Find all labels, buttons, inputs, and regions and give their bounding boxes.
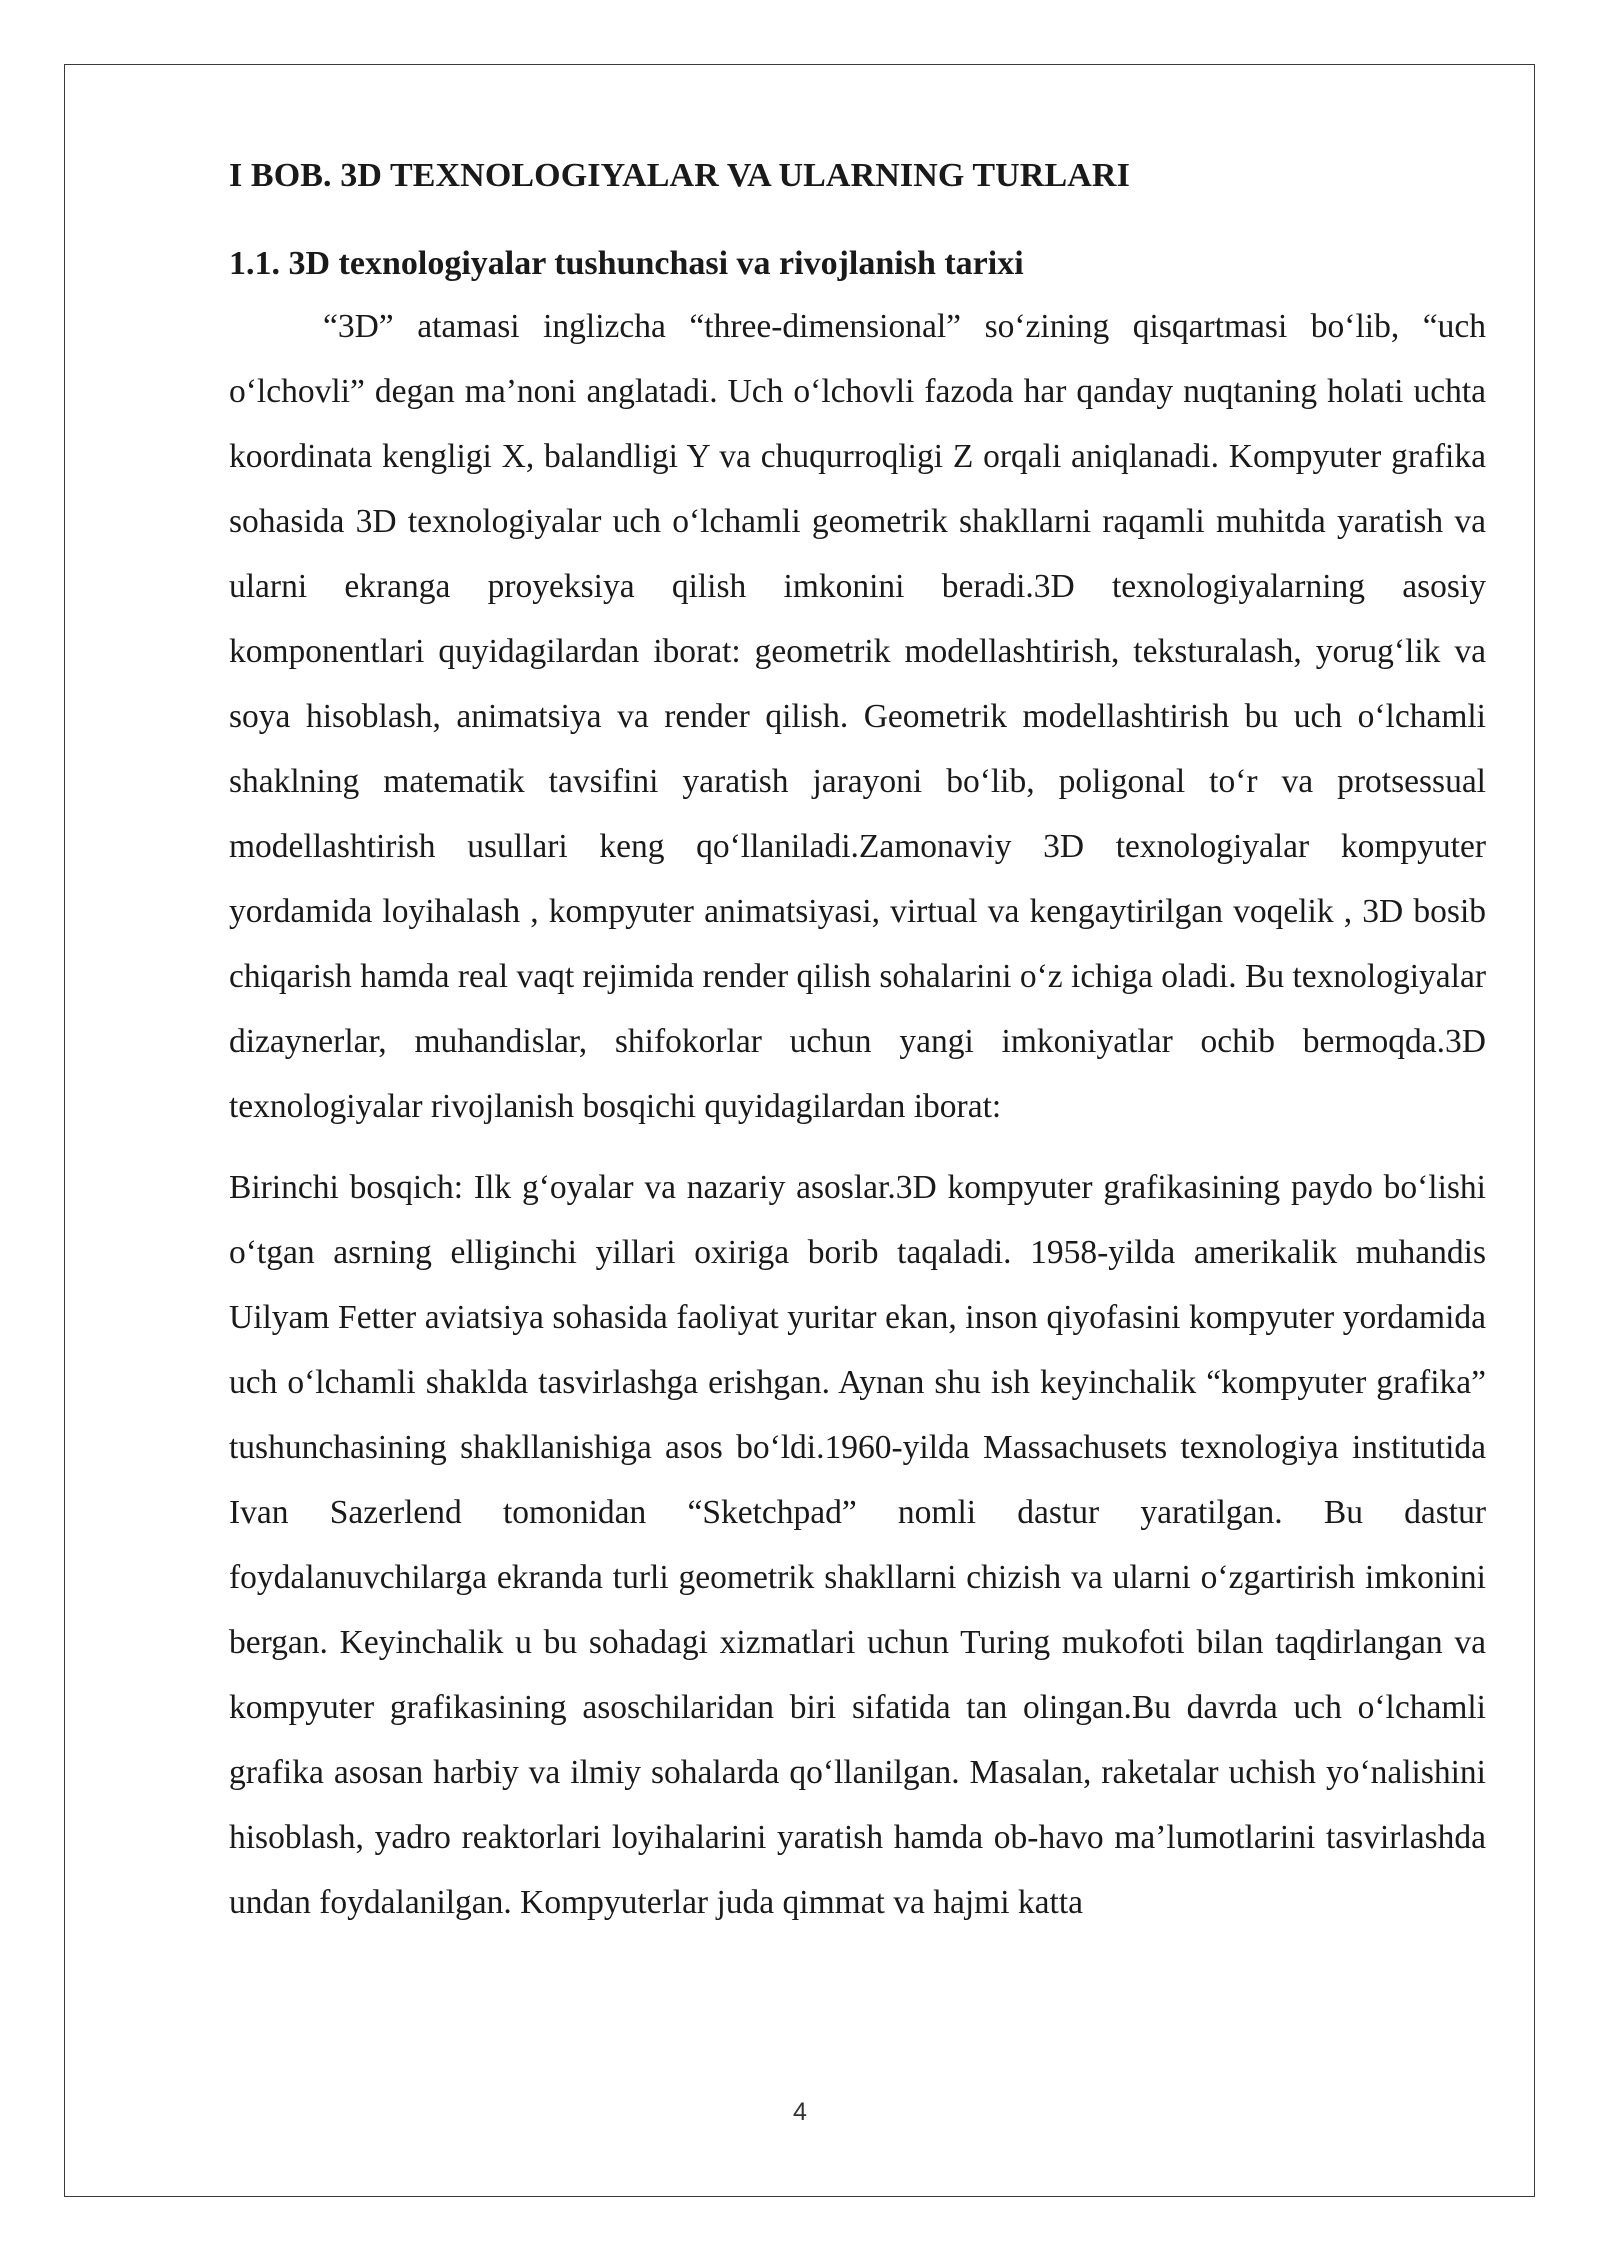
section-title: 1.1. 3D texnologiyalar tushunchasi va rivojlanish tarixi [229,245,1024,282]
document-body [229,146,1486,1935]
page-number: 4 [793,2098,807,2126]
chapter-title: I BOB. 3D TEXNOLOGIYALAR VA ULARNING TURLARI [229,157,1130,194]
paragraph-intro: “3D” atamasi inglizcha “three-dimensional” so‘zining qisqartmasi bo‘lib, “uch o‘lchovli” degan ma’noni anglatadi. Uch o‘lchovli fazoda har qanday nuqtaning holati uchta koordinata kengligi X, balandligi Y va chuqurroqligi Z orqali aniqlanadi. Kompyuter grafika sohasida 3D texnologiyalar uch o‘lchamli geometrik shakllarni raqamli muhitda yaratish va ularni ekranga proyeksiya qilish imkonini beradi.3D texnologiyalarning asosiy komponentlari quyidagilardan iborat: geometrik modellashtirish, teksturalash, yorug‘lik va soya hisoblash, animatsiya va render qilish. Geometrik modellashtirish bu uch o‘lchamli shaklning matematik tavsifini yaratish jarayoni bo‘lib, poligonal to‘r va protsessual modellashtirish usullari keng qo‘llaniladi.Zamonaviy 3D texnologiyalar kompyuter yordamida loyihalash , kompyuter animatsiyasi, virtual va kengaytirilgan voqelik , 3D bosib chiqarish hamda real vaqt rejimida render qilish sohalarini o‘z ichiga oladi. Bu texnologiyalar dizaynerlar, muhandislar, shifokorlar uchun yangi imkoniyatlar ochib bermoqda.3D texnologiyalar rivojlanish bosqichi quyidagilardan iborat: [229,308,1486,1125]
paragraph-first-stage: Birinchi bosqich: Ilk g‘oyalar va nazariy asoslar.3D kompyuter grafikasining paydo bo‘lishi o‘tgan asrning elliginchi yillari oxiriga borib taqaladi. 1958-yilda amerikalik muhandis Uilyam Fetter aviatsiya sohasida faoliyat yuritar ekan, inson qiyofasini kompyuter yordamida uch o‘lchamli shaklda tasvirlashga erishgan. Aynan shu ish keyinchalik “kompyuter grafika” tushunchasining shakllanishiga asos bo‘ldi.1960-yilda Massachusets texnologiya institutida Ivan Sazerlend tomonidan “Sketchpad” nomli dastur yaratilgan. Bu dastur foydalanuvchilarga ekranda turli geometrik shakllarni chizish va ularni o‘zgartirish imkonini bergan. Keyinchalik u bu sohadagi xizmatlari uchun Turing mukofoti bilan taqdirlangan va kompyuter grafikasining asoschilaridan biri sifatida tan olingan.Bu davrda uch o‘lchamli grafika asosan harbiy va ilmiy sohalarda qo‘llanilgan. Masalan, raketalar uchish yo‘nalishini hisoblash, yadro reaktorlari loyihalarini yaratish hamda ob-havo ma’lumotlarini tasvirlashda undan foydalanilgan. Kompyuterlar juda qimmat va hajmi katta [229,1169,1486,1921]
